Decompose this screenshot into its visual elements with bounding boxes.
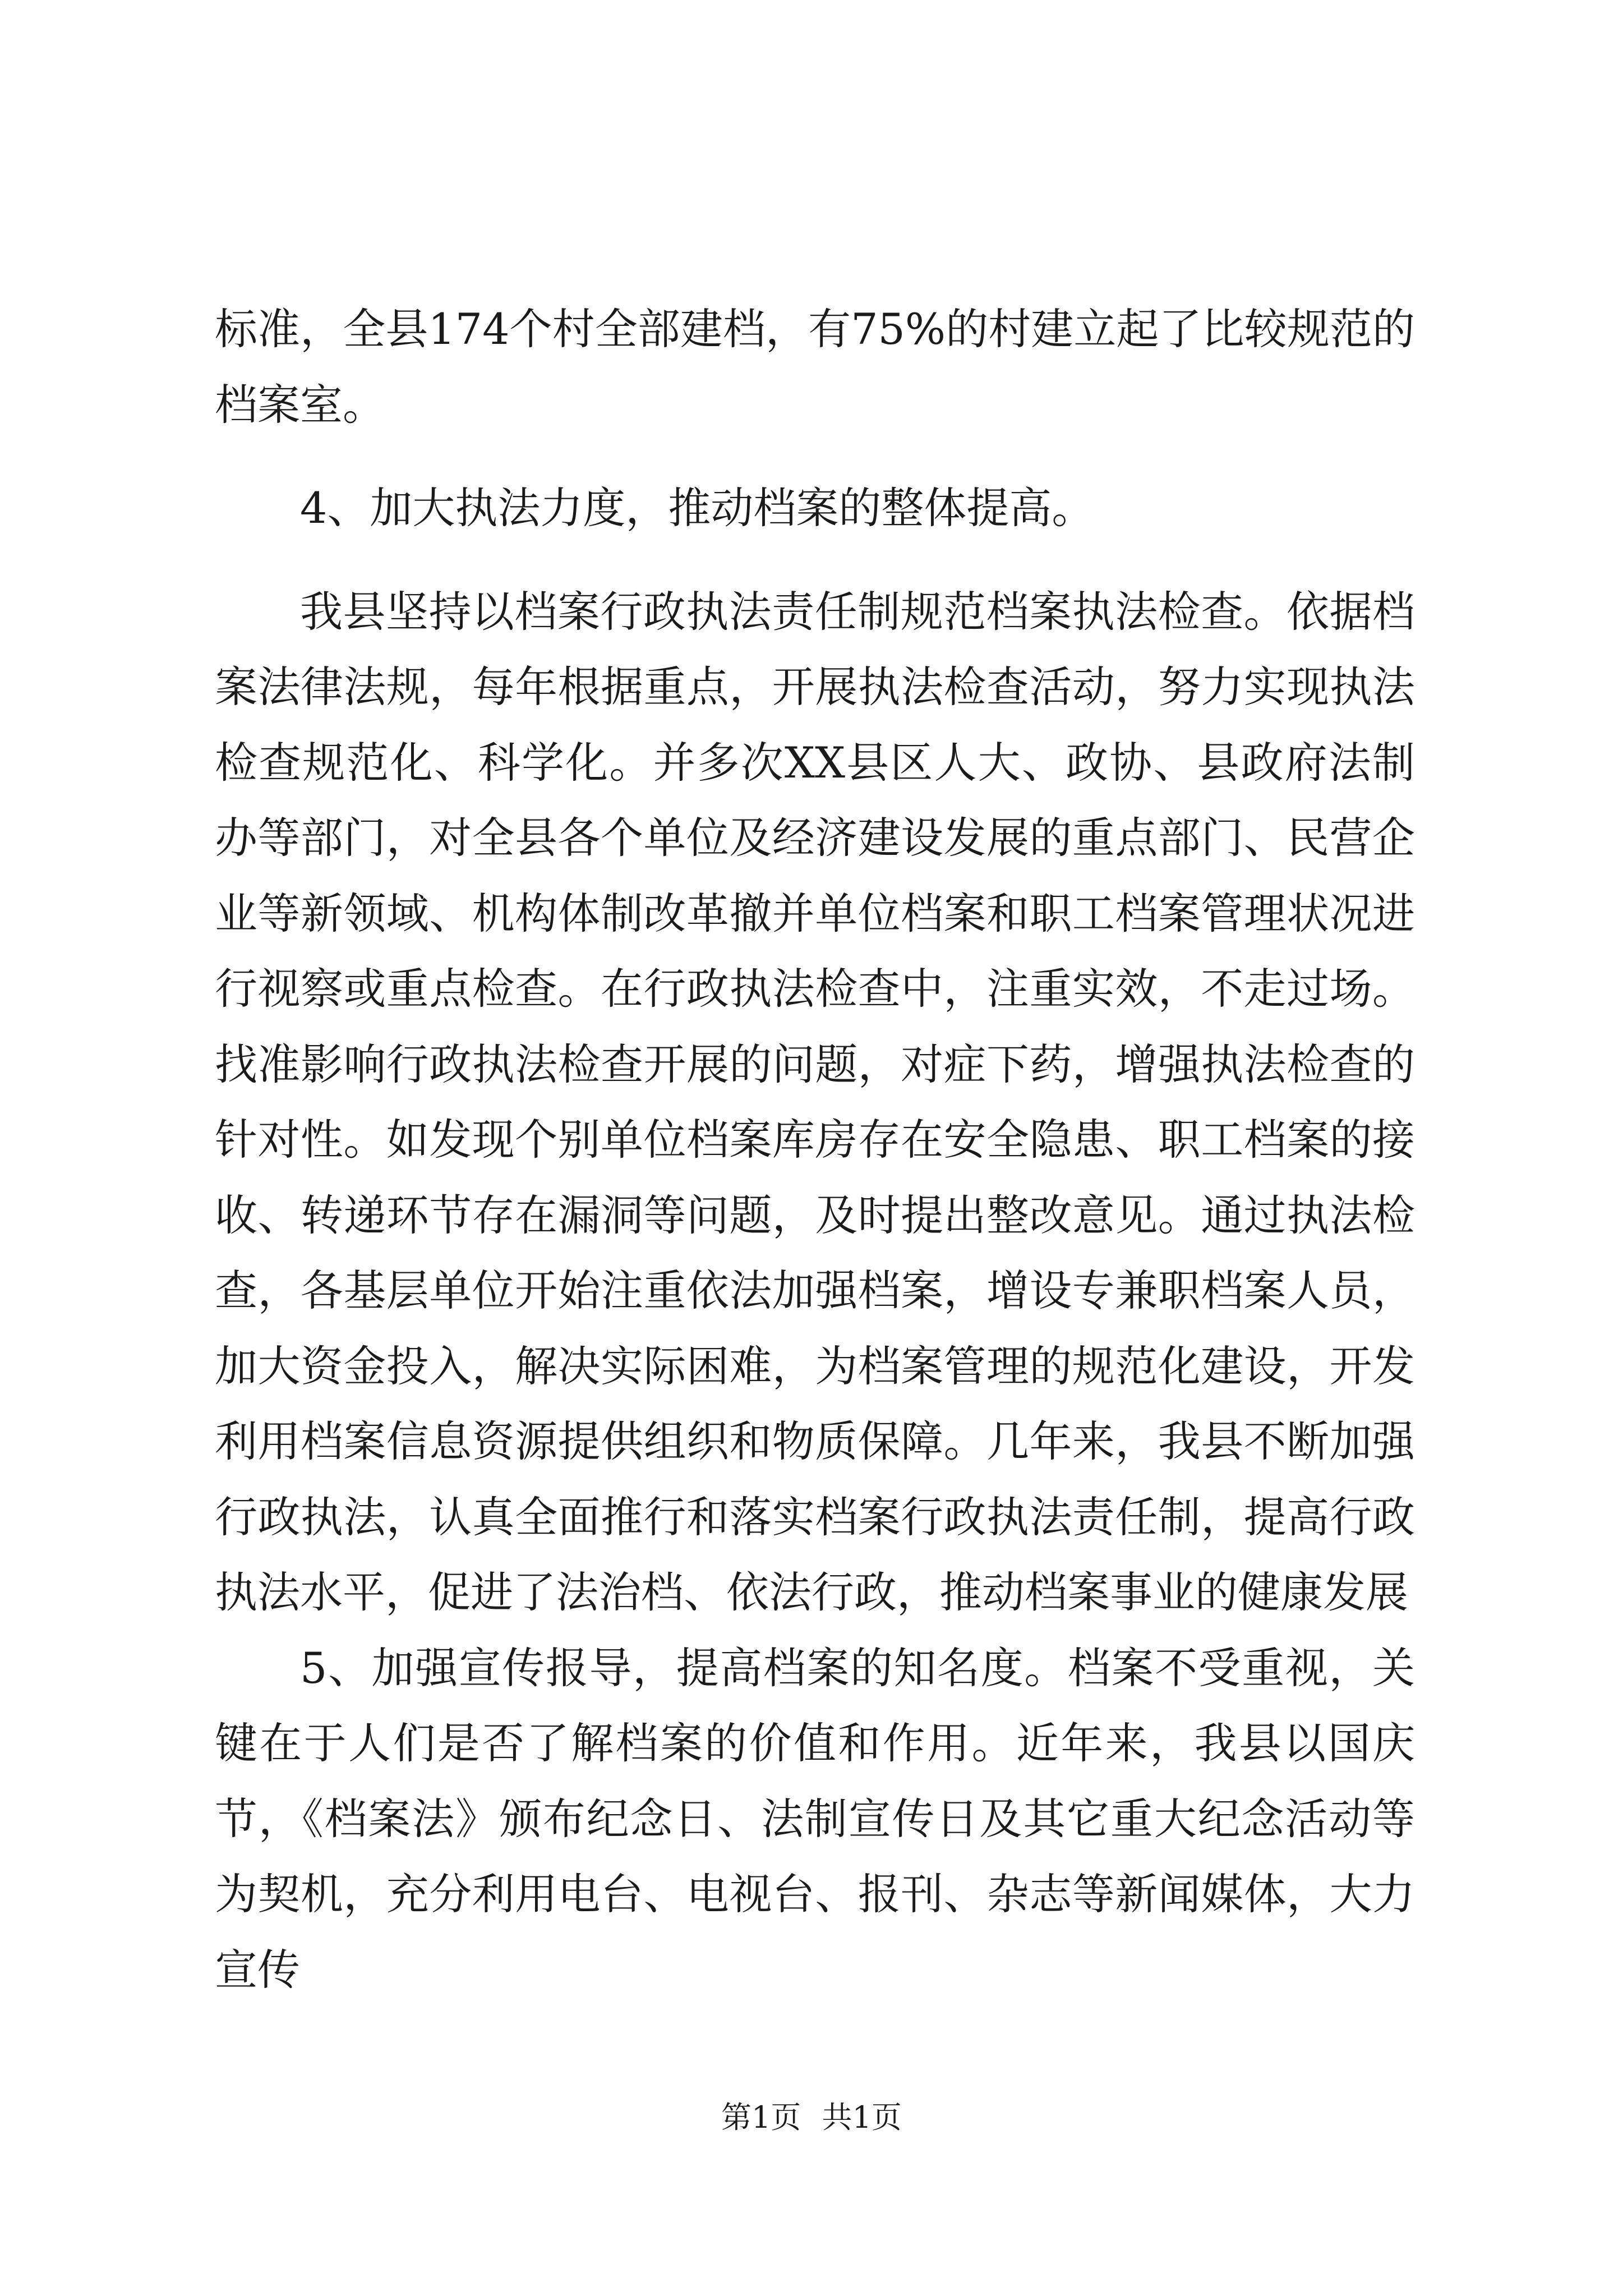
page-total: 共1页 <box>822 2100 902 2135</box>
paragraph-continuation: 标准，全县174个村全部建档，有75%的村建立起了比较规范的档案室。 <box>215 304 1415 430</box>
section-heading-4: 4、加大执法力度，推动档案的整体提高。 <box>300 483 1095 533</box>
paragraph-publicity: 5、加强宣传报导，提高档案的知名度。档案不受重视，关键在于人们是否了解档案的价值和作用。近年来，我县以国庆节，《档案法》颁布纪念日、法制宣传日及其它重大纪念活动等为契机，充分利用电台、电视台、报刊、杂志等新闻媒体，大力宣传 <box>215 1642 1415 1995</box>
document-body <box>215 292 1415 2008</box>
page-footer <box>0 2098 1623 2137</box>
page-number: 第1页 <box>721 2100 801 2135</box>
paragraph-enforcement: 我县坚持以档案行政执法责任制规范档案执法检查。依据档案法律法规，每年根据重点，开展执法检查活动，努力实现执法检查规范化、科学化。并多次XX县区人大、政协、县政府法制办等部门，对全县各个单位及经济建设发展的重点部门、民营企业等新领域、机构体制改革撤并单位档案和职工档案管理状况进行视察或重点检查。在行政执法检查中，注重实效，不走过场。找准影响行政执法检查开展的问题，对症下药，增强执法检查的针对性。如发现个别单位档案库房存在安全隐患、职工档案的接收、转递环节存在漏洞等问题，及时提出整改意见。通过执法检查，各基层单位开始注重依法加强档案，增设专兼职档案人员，加大资金投入，解决实际困难，为档案管理的规范化建设，开发利用档案信息资源提供组织和物质保障。几年来，我县不断加强行政执法，认真全面推行和落实档案行政执法责任制，提高行政执法水平，促进了法治档、依法行政，推动档案事业的健康发展 <box>215 586 1415 1617</box>
